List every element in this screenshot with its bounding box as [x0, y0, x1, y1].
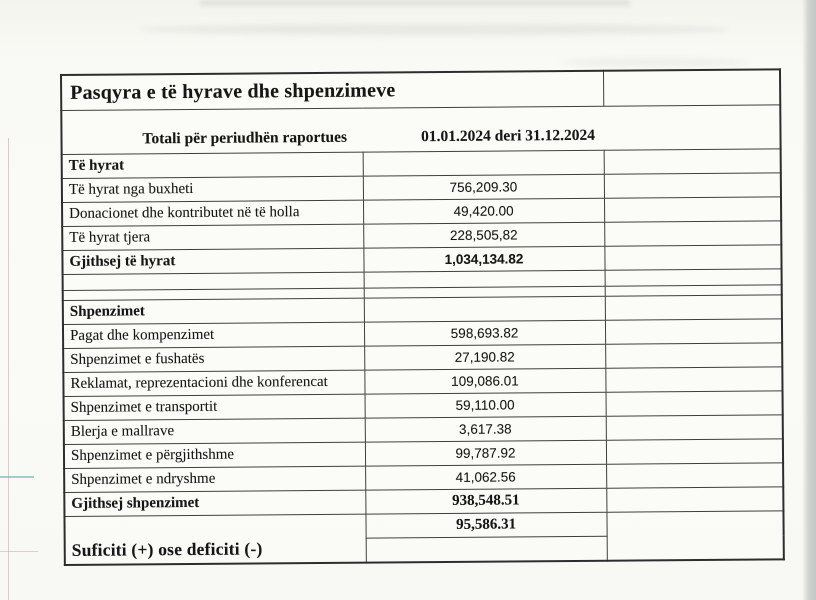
- total-label: Gjithsej të hyrat: [62, 248, 363, 274]
- result-label: Suficiti (+) ose deficiti (-): [64, 514, 365, 565]
- empty-cell: [606, 415, 783, 440]
- empty-value-cell: [366, 536, 607, 562]
- result-value: 95,586.31: [365, 512, 606, 538]
- row-label: Shpenzimet e përgjithshme: [64, 442, 365, 468]
- period-row: [61, 105, 780, 155]
- row-label: Shpenzimet e ndryshme: [64, 466, 365, 492]
- row-value: 59,110.00: [365, 392, 606, 418]
- total-value: 938,548.51: [365, 488, 606, 514]
- empty-cell: [605, 295, 782, 320]
- title-row: [61, 69, 780, 110]
- empty-value-cell: [363, 150, 604, 176]
- income-statement-table: [60, 68, 783, 566]
- empty-cell: [605, 269, 782, 286]
- row-value: 109,086.01: [364, 368, 605, 394]
- period-value: 01.01.2024 deri 31.12.2024: [420, 126, 596, 146]
- row-value: 3,617.38: [365, 416, 606, 442]
- scan-line-artifact: [0, 551, 38, 552]
- empty-cell: [604, 197, 781, 222]
- total-label: Gjithsej shpenzimet: [64, 490, 365, 516]
- row-label: Pagat dhe kompenzimet: [63, 322, 364, 348]
- empty-cell: [605, 319, 782, 344]
- empty-cell: [606, 439, 783, 464]
- empty-cell: [605, 367, 782, 392]
- row-value: 27,190.82: [364, 344, 605, 370]
- scan-line-artifact: [0, 476, 34, 478]
- scan-smudge: [140, 24, 730, 35]
- row-label: Reklamat, reprezentacioni dhe konferencat: [63, 370, 364, 396]
- section-header: Të hyrat: [62, 152, 363, 178]
- empty-cell: [606, 511, 783, 561]
- row-value: 99,787.92: [365, 440, 606, 466]
- section-header: Shpenzimet: [63, 298, 364, 324]
- row-value: 228,505,82: [363, 222, 604, 248]
- row-value: 598,693.82: [364, 320, 605, 346]
- result-row: [64, 511, 783, 541]
- empty-cell: [604, 245, 781, 270]
- row-label: Shpenzimet e fushatës: [63, 346, 364, 372]
- row-label: Blerja e mallrave: [64, 418, 365, 444]
- empty-cell: [606, 463, 783, 488]
- row-value: 756,209.30: [363, 174, 604, 200]
- empty-cell: [364, 270, 605, 288]
- row-label: Shpenzimet e transportit: [64, 394, 365, 420]
- total-value: 1,034,134.82: [363, 246, 604, 272]
- empty-cell: [604, 221, 781, 246]
- scan-smudge: [200, 0, 630, 6]
- empty-cell: [603, 69, 780, 106]
- row-value: 49,420.00: [363, 198, 604, 224]
- period-cell: [61, 105, 780, 155]
- scan-smudge: [560, 58, 750, 67]
- page-edge-shadow: [802, 0, 816, 600]
- scan-line-artifact: [8, 138, 9, 600]
- empty-cell: [604, 173, 781, 198]
- empty-cell: [606, 391, 783, 416]
- row-label: Të hyrat tjera: [62, 224, 363, 250]
- period-label: Totali për periudhën raportues: [142, 128, 348, 148]
- page-title: Pasqyra e të hyrave dhe shpenzimeve: [61, 71, 603, 111]
- empty-cell: [604, 149, 781, 174]
- row-value: 41,062.56: [365, 464, 606, 490]
- empty-cell: [605, 343, 782, 368]
- empty-value-cell: [364, 296, 605, 322]
- empty-cell: [606, 487, 783, 512]
- row-label: Të hyrat nga buxheti: [62, 176, 363, 202]
- row-label: Donacionet dhe kontributet në të holla: [62, 200, 363, 226]
